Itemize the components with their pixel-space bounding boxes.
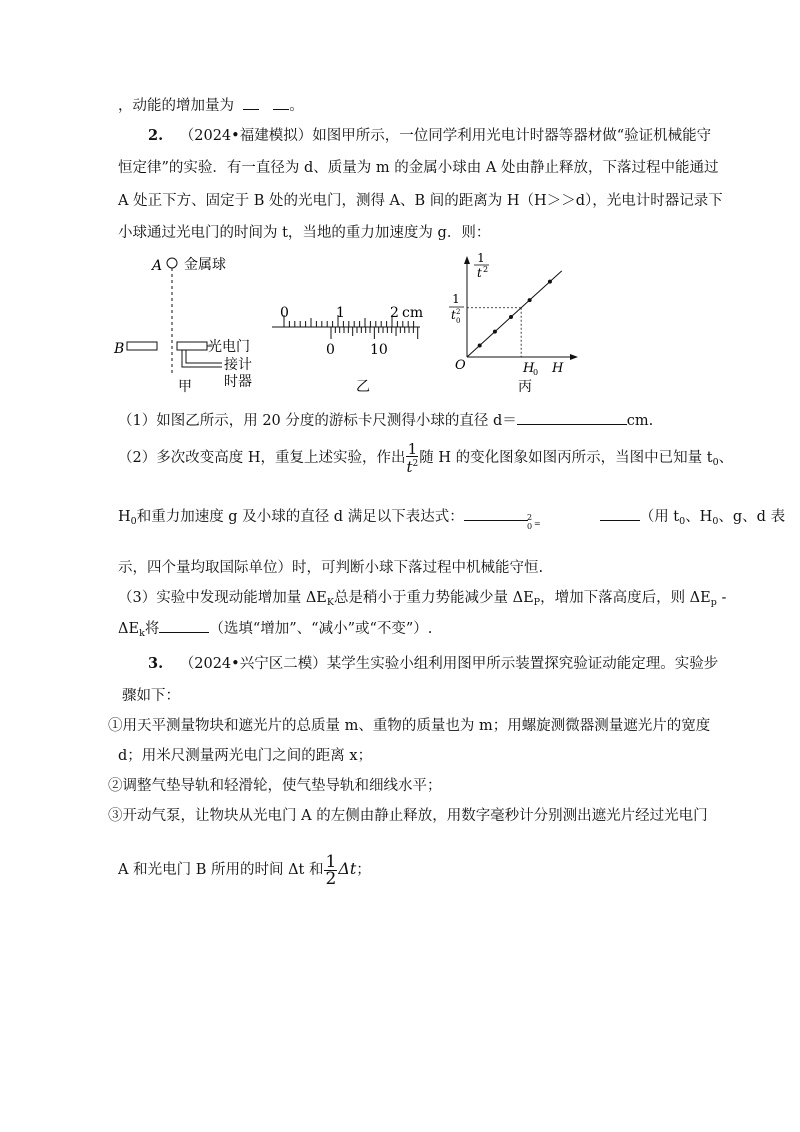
sub3-line-2: [118, 618, 432, 644]
figure-yi: [272, 305, 423, 395]
b1-text: 和重力加速度 g 及小球的直径 d 满足以下表达式：: [136, 509, 464, 525]
label-timer-2: 时器: [224, 374, 252, 390]
gate-right-arm: [177, 342, 207, 350]
q2-line-1: [148, 126, 711, 146]
sub3-line2-post: （选填“增加”、“减小”或“不变”）.: [209, 621, 433, 637]
caption-yi: 乙: [356, 379, 370, 395]
stray-0: 0: [527, 522, 533, 531]
sub3-mid: 总是稍小于重力势能减少量 ΔE: [334, 590, 534, 606]
sub3-line2-mid: 将: [144, 621, 160, 637]
prev-tail-end: 。: [289, 98, 304, 114]
main-unit: cm: [402, 305, 424, 321]
data-point: [509, 315, 513, 319]
y-axis-label-den: t: [477, 266, 482, 280]
sub3-line2-pre: ΔE: [118, 621, 140, 637]
q3-text-1: 某学生实验小组利用图甲所示装置探究验证动能定理。实验步: [326, 656, 719, 672]
sub3-line2-k: k: [139, 628, 145, 639]
x-axis-arrow: [570, 354, 578, 360]
sub1-text: （1）如图乙所示，用 20 分度的游标卡尺测得小球的直径 d＝: [118, 413, 517, 429]
b1-H: H: [118, 509, 131, 525]
sub2-end: 、: [718, 450, 734, 466]
y-axis-label-exp: 2: [483, 265, 489, 274]
label-metal-ball: 金属球: [184, 257, 226, 273]
main-tick-2: 2: [390, 305, 399, 321]
sub2-t0-sub: 0: [712, 457, 719, 468]
frac-exp: 2: [412, 459, 419, 469]
sub3-pre: （3）实验中发现动能增加量 ΔE: [118, 590, 327, 606]
vernier-tick-0: 0: [326, 342, 335, 358]
q2-figures: [100, 245, 620, 405]
caption-bing: 丙: [518, 379, 532, 395]
sub2-blank-2[interactable]: [600, 506, 640, 521]
sub3-minus: -: [716, 590, 727, 606]
sub1-unit: cm.: [626, 413, 654, 429]
b1-tail-mid: 、H: [685, 509, 713, 525]
q3-line-2: 骤如下：: [122, 688, 180, 704]
b1-H-sub: 0: [130, 516, 137, 527]
fit-line: [467, 271, 562, 357]
sub3-P: P: [533, 597, 541, 608]
y-mark-den: t: [451, 308, 456, 322]
step3-delta-t: Δt: [338, 859, 357, 878]
sub1-answer-blank[interactable]: [517, 410, 627, 425]
one-over-t-squared: [406, 442, 418, 474]
sub2-line: [118, 442, 733, 478]
one-half-fraction: [324, 851, 337, 889]
q3-line-1: [148, 654, 718, 674]
metal-ball: [167, 258, 177, 268]
sub3-answer-blank[interactable]: [159, 618, 209, 633]
q3-number: 3.: [148, 655, 164, 672]
label-timer-1: 接计: [224, 357, 252, 373]
prev-blank-2[interactable]: [273, 95, 289, 110]
frac-num: 1: [407, 440, 418, 458]
sub1-line: [118, 410, 653, 431]
sub3-K: K: [326, 597, 334, 608]
data-point: [548, 280, 552, 284]
sub3-end: ，增加下落高度后，则 ΔE: [540, 590, 711, 606]
q3-step2: ②调整气垫导轨和轻滑轮，使气垫导轨和细线水平；: [108, 778, 442, 794]
label-photogate: 光电门: [208, 339, 250, 355]
main-tick-0: 0: [280, 305, 289, 321]
data-point: [478, 343, 482, 347]
data-point: [528, 298, 532, 302]
stray-eq: =: [534, 519, 541, 528]
y-axis-arrow: [464, 256, 470, 264]
x-mark-label: H: [523, 361, 535, 376]
q3-source: （2024•兴宁区二模）: [179, 656, 327, 672]
q2-number: 2.: [148, 127, 164, 144]
sub2-blank-1[interactable]: [464, 506, 528, 521]
vernier-scale: [331, 327, 418, 339]
stray-2: 2: [527, 513, 533, 522]
q2-line-4: 小球通过光电门的时间为 t，当地的重力加速度为 g．则：: [118, 225, 491, 241]
data-point: [493, 330, 497, 334]
q3-step1-a: ①用天平测量物块和遮光片的总质量 m、重物的质量也为 m；用螺旋测微器测量遮光片的宽度: [108, 718, 711, 734]
y-mark-sub: 0: [456, 317, 461, 325]
prev-tail-text: ，动能的增加量为: [118, 98, 234, 114]
q2-line-2: 恒定律”的实验．有一直径为 d、质量为 m 的金属小球由 A 处由静止释放，下落过程中能通过: [118, 160, 719, 176]
q3-step3-b: [118, 852, 371, 887]
b1-tail-sub: 0: [679, 516, 686, 527]
sub2-text-pre: （2）多次改变高度 H，重复上述实验，作出: [118, 450, 406, 466]
q2-line-3: A 处正下方、固定于 B 处的光电门，测得 A、B 间的距离为 H（H＞＞d），光电计时器记录下: [118, 193, 723, 209]
step3-b-end: ；: [356, 862, 371, 878]
sub2-line-b1: [118, 506, 785, 532]
y-mark-num: 1: [452, 292, 460, 306]
sub3-p2: p: [710, 597, 717, 608]
gate-left-arm: [127, 342, 157, 350]
sub3-line-1: [118, 588, 726, 613]
main-tick-1: 1: [336, 305, 345, 321]
label-B: B: [114, 341, 125, 357]
figure-bing: [449, 251, 578, 395]
q3-step3-a: ③开动气泵，让物块从光电门 A 的左侧由静止释放，用数字毫秒计分别测出遮光片经过光电门: [108, 808, 708, 824]
y-axis-label-num: 1: [477, 251, 485, 265]
y-mark-exp: 2: [456, 308, 461, 316]
step3-b-pre: A 和光电门 B 所用的时间 Δt 和: [118, 862, 324, 878]
caption-jia: 甲: [178, 379, 192, 395]
q3-step1-b: d；用米尺测量两光电门之间的距离 x；: [118, 748, 373, 764]
figure-jia: [113, 257, 252, 395]
sub2-line-b2: 示，四个量均取国际单位）时，可判断小球下落过程中机械能守恒.: [118, 560, 544, 576]
b1-tail-sub2: 0: [712, 516, 719, 527]
vernier-tick-10: 10: [370, 342, 388, 358]
sub2-text-post: 随 H 的变化图象如图丙所示，当图中已知量 t: [419, 450, 713, 466]
prev-blank-1[interactable]: [243, 95, 259, 110]
frac-den: t: [406, 458, 413, 476]
q2-text-1: 如图甲所示，一位同学利用光电计时器等器材做“验证机械能守: [312, 128, 712, 144]
label-A: A: [152, 258, 163, 274]
half-num: 1: [325, 851, 337, 872]
prev-answer-line: [118, 95, 304, 116]
x-axis-label: H: [552, 361, 564, 376]
origin-label: O: [455, 358, 466, 373]
q2-source: （2024•福建模拟）: [179, 128, 313, 144]
half-den: 2: [325, 868, 337, 889]
b1-tail-pre: （用 t: [639, 509, 680, 525]
x-mark-sub: 0: [533, 368, 539, 377]
b1-tail-end: 、g、d 表: [718, 509, 786, 525]
